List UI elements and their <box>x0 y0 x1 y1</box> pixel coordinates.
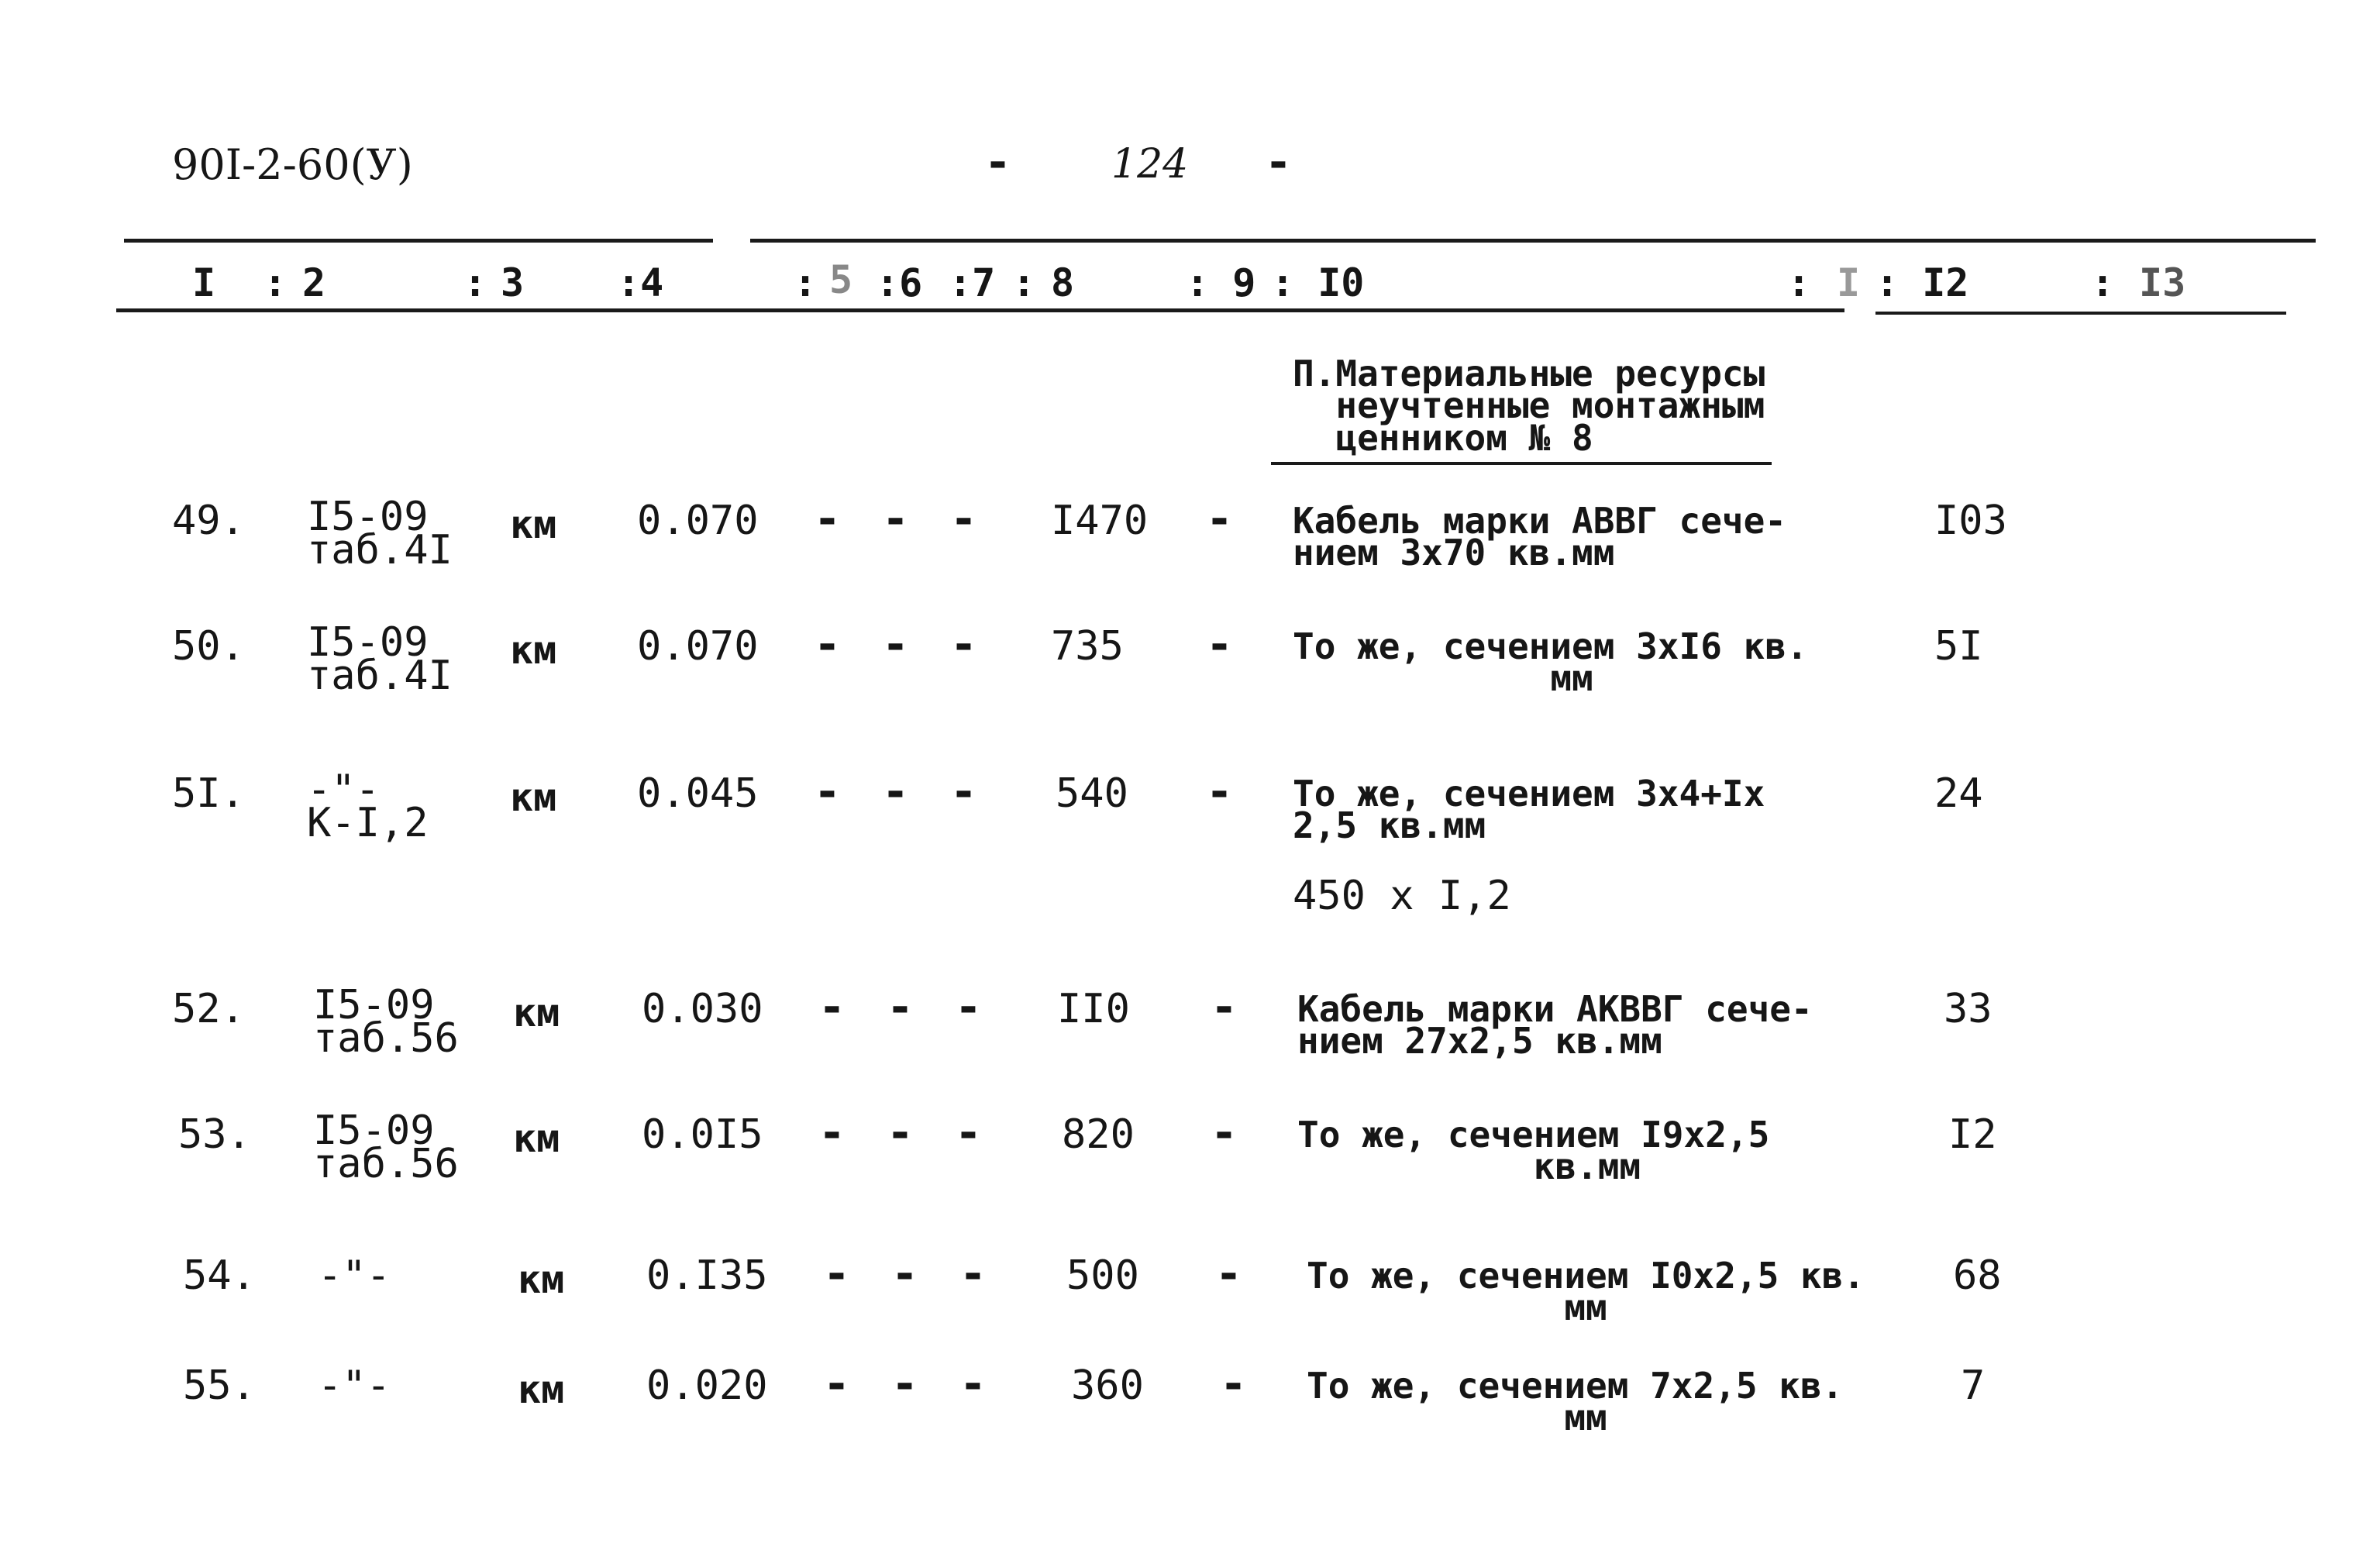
row-col8: I470 <box>1051 498 1149 544</box>
page-number: 124 <box>1111 141 1189 188</box>
row-unit: км <box>513 990 560 1035</box>
row-col12: 24 <box>1934 770 1983 817</box>
row-col9: - <box>1211 980 1238 1033</box>
col-header-sep: : <box>2091 260 2115 305</box>
header-bottom-rule-left <box>116 308 1844 312</box>
row-col12: I03 <box>1934 498 2007 544</box>
row-number: 50. <box>172 623 245 670</box>
row-col8: 360 <box>1071 1362 1144 1409</box>
row-col5: - <box>814 765 841 818</box>
page-number-dash-left: - <box>984 136 1011 188</box>
row-note: 450 х I,2 <box>1293 873 1511 919</box>
row-unit: км <box>510 775 557 820</box>
row-reference: -"- <box>318 1362 391 1409</box>
row-col8: 540 <box>1056 770 1128 817</box>
row-col7: - <box>959 1247 987 1300</box>
row-col8: 735 <box>1051 623 1124 670</box>
row-number: 55. <box>183 1362 256 1409</box>
col-header-11: I <box>1837 260 1861 305</box>
col-header-10: : I0 <box>1271 260 1365 305</box>
row-col7: - <box>950 765 977 818</box>
col-header-12: : I2 <box>1875 260 1969 305</box>
row-description: То же, сечением 3х4+Iх 2,5 кв.мм <box>1293 773 1765 847</box>
col-header-5: 5 <box>829 257 853 302</box>
row-col6: - <box>887 1106 914 1159</box>
row-reference: -"- <box>318 1252 391 1299</box>
row-col7: - <box>950 492 977 545</box>
col-header-3: 3 <box>501 260 525 305</box>
row-unit: км <box>518 1257 565 1302</box>
row-description: То же, сечением I0х2,5 кв. мм <box>1307 1255 1865 1329</box>
row-quantity: 0.070 <box>637 498 759 544</box>
col-header-13: I3 <box>2139 260 2186 305</box>
col-header-2: 2 <box>302 260 326 305</box>
row-quantity: 0.0I5 <box>642 1111 763 1158</box>
row-col5: - <box>823 1247 850 1300</box>
row-description: То же, сечением 3хI6 кв. мм <box>1293 625 1808 700</box>
row-col7: - <box>955 1106 982 1159</box>
col-header-8: 8 <box>1051 260 1075 305</box>
row-col9: - <box>1206 618 1233 670</box>
page-number-dash-right: - <box>1265 136 1292 188</box>
header-top-rule-left <box>124 239 713 243</box>
row-col12: 7 <box>1961 1362 1986 1409</box>
row-col6: - <box>891 1247 918 1300</box>
row-col12: 33 <box>1944 986 1993 1032</box>
row-col12: 5I <box>1934 623 1983 670</box>
row-col5: - <box>814 618 841 670</box>
row-unit: км <box>510 628 557 673</box>
row-number: 54. <box>183 1252 256 1299</box>
section-heading: П.Материальные ресурсы неучтенные монтажным ценником № 8 <box>1293 353 1765 459</box>
header-top-rule-right <box>750 239 2316 243</box>
col-header-6: :6 <box>876 260 923 305</box>
row-description: То же, сечением I9х2,5 кв.мм <box>1297 1114 1770 1188</box>
col-header-7: :7 <box>949 260 996 305</box>
col-header-sep: : <box>1012 260 1036 305</box>
row-col12: I2 <box>1948 1111 1997 1158</box>
row-unit: км <box>510 502 557 547</box>
row-col6: - <box>882 765 909 818</box>
row-col5: - <box>818 1106 846 1159</box>
row-col9: - <box>1206 492 1233 545</box>
row-reference: -"- К-I,2 <box>307 766 429 846</box>
row-col5: - <box>818 980 846 1033</box>
row-reference: I5-09 таб.56 <box>313 982 459 1062</box>
col-header-sep: : <box>463 260 487 305</box>
row-unit: км <box>518 1367 565 1412</box>
row-col5: - <box>823 1357 850 1410</box>
row-reference: I5-09 таб.4I <box>307 619 453 699</box>
row-description: То же, сечением 7х2,5 кв. мм <box>1307 1365 1844 1439</box>
row-col9: - <box>1211 1106 1238 1159</box>
row-col9: - <box>1206 765 1233 818</box>
row-description: Кабель марки АКВВГ сече- нием 27х2,5 кв.мм <box>1297 988 1813 1063</box>
row-reference: I5-09 таб.4I <box>307 494 453 574</box>
row-col9: - <box>1215 1247 1242 1300</box>
row-quantity: 0.I35 <box>646 1252 768 1299</box>
row-number: 49. <box>172 498 245 544</box>
row-quantity: 0.020 <box>646 1362 768 1409</box>
row-col12: 68 <box>1953 1252 2002 1299</box>
row-col5: - <box>814 492 841 545</box>
col-header-9: : 9 <box>1186 260 1256 305</box>
row-col7: - <box>959 1357 987 1410</box>
section-heading-underline <box>1271 462 1772 465</box>
col-header-sep: : <box>1787 260 1811 305</box>
col-header-4: :4 <box>617 260 664 305</box>
col-header-sep: : <box>263 260 288 305</box>
row-number: 5I. <box>172 770 245 817</box>
col-header-sep: : <box>794 260 818 305</box>
row-col8: II0 <box>1057 986 1130 1032</box>
row-col7: - <box>955 980 982 1033</box>
header-bottom-rule-right <box>1875 312 2286 315</box>
row-unit: км <box>513 1116 560 1161</box>
row-quantity: 0.030 <box>642 986 763 1032</box>
row-col6: - <box>882 618 909 670</box>
col-header-1: I <box>192 260 216 305</box>
row-reference: I5-09 таб.56 <box>313 1107 459 1187</box>
row-col6: - <box>887 980 914 1033</box>
row-col9: - <box>1220 1357 1247 1410</box>
row-description: Кабель марки АВВГ сече- нием 3х70 кв.мм <box>1293 500 1786 574</box>
row-quantity: 0.070 <box>637 623 759 670</box>
row-col7: - <box>950 618 977 670</box>
row-quantity: 0.045 <box>637 770 759 817</box>
row-col6: - <box>882 492 909 545</box>
row-col6: - <box>891 1357 918 1410</box>
document-code: 90I-2-60(У) <box>172 140 413 189</box>
row-number: 52. <box>172 986 245 1032</box>
row-number: 53. <box>178 1111 251 1158</box>
row-col8: 820 <box>1062 1111 1135 1158</box>
row-col8: 500 <box>1066 1252 1139 1299</box>
